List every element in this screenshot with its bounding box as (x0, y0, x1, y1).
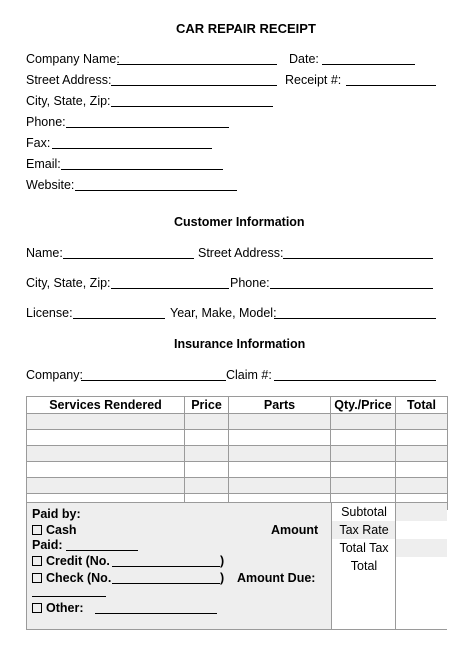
payment-summary-section (26, 502, 447, 630)
check-checkbox[interactable] (32, 573, 42, 583)
table-row (27, 430, 448, 446)
email-label: Email: (26, 157, 61, 171)
year-make-model-label: Year, Make, Model: (170, 306, 277, 320)
table-row (27, 478, 448, 494)
total-tax-value-field[interactable] (396, 539, 447, 558)
receipt-number-label: Receipt #: (285, 73, 342, 87)
table-cell[interactable] (229, 414, 331, 430)
table-cell[interactable] (396, 446, 448, 462)
table-cell[interactable] (229, 430, 331, 446)
street-address-label: Street Address: (26, 73, 112, 87)
year-make-model-field[interactable] (274, 318, 436, 319)
table-cell[interactable] (27, 414, 185, 430)
tax-rate-label: Tax Rate (332, 521, 396, 540)
claim-number-label: Claim #: (226, 368, 272, 382)
total-value-field[interactable] (396, 557, 447, 629)
table-cell[interactable] (331, 414, 396, 430)
credit-close-paren: ) (220, 554, 225, 568)
cash-option[interactable] (32, 523, 77, 537)
insurance-company-field[interactable] (81, 380, 226, 381)
customer-phone-field[interactable] (270, 288, 433, 289)
paid-field[interactable] (66, 550, 138, 551)
phone-field[interactable] (66, 127, 229, 128)
company-name-label: Company Name: (26, 52, 120, 66)
other-option[interactable] (32, 601, 84, 615)
summary-labels-column (331, 503, 396, 629)
insurance-info-heading: Insurance Information (174, 337, 306, 351)
other-label: Other: (46, 601, 84, 615)
header-price: Price (185, 397, 229, 414)
table-cell[interactable] (331, 446, 396, 462)
credit-option[interactable] (32, 554, 110, 568)
table-cell[interactable] (229, 478, 331, 494)
customer-street-label: Street Address: (198, 246, 284, 260)
table-row (27, 414, 448, 430)
customer-phone-label: Phone: (230, 276, 270, 290)
website-field[interactable] (75, 190, 237, 191)
customer-info-heading: Customer Information (174, 215, 305, 229)
table-cell[interactable] (396, 478, 448, 494)
phone-label: Phone: (26, 115, 66, 129)
amount-label: Amount (271, 523, 319, 537)
fax-label: Fax: (26, 136, 51, 150)
subtotal-label: Subtotal (332, 503, 396, 522)
credit-checkbox[interactable] (32, 556, 42, 566)
credit-label: Credit (No. (46, 554, 110, 568)
city-state-zip-field[interactable] (111, 106, 273, 107)
header-parts: Parts (229, 397, 331, 414)
payment-panel (27, 503, 331, 629)
credit-number-field[interactable] (112, 566, 220, 567)
paid-label: Paid: (32, 538, 63, 552)
table-cell[interactable] (185, 478, 229, 494)
other-checkbox[interactable] (32, 603, 42, 613)
claim-number-field[interactable] (274, 380, 436, 381)
check-label: Check (No. (46, 571, 112, 585)
header-total: Total (396, 397, 448, 414)
table-cell[interactable] (331, 430, 396, 446)
check-number-field[interactable] (112, 583, 220, 584)
customer-name-field[interactable] (63, 258, 194, 259)
table-cell[interactable] (27, 478, 185, 494)
table-cell[interactable] (185, 430, 229, 446)
other-field[interactable] (95, 613, 217, 614)
company-name-field[interactable] (117, 64, 277, 65)
table-cell[interactable] (185, 414, 229, 430)
table-cell[interactable] (396, 414, 448, 430)
tax-rate-value-field[interactable] (396, 521, 447, 540)
extra-line-field[interactable] (32, 596, 106, 597)
header-qty-price: Qty./Price (331, 397, 396, 414)
table-cell[interactable] (396, 462, 448, 478)
fax-field[interactable] (52, 148, 212, 149)
website-label: Website: (26, 178, 75, 192)
receipt-number-field[interactable] (346, 85, 436, 86)
table-header-row (27, 397, 448, 414)
paid-by-label: Paid by: (32, 507, 81, 521)
street-address-field[interactable] (111, 85, 277, 86)
table-cell[interactable] (185, 446, 229, 462)
email-field[interactable] (61, 169, 223, 170)
table-cell[interactable] (185, 462, 229, 478)
date-field[interactable] (322, 64, 415, 65)
table-cell[interactable] (229, 462, 331, 478)
check-option[interactable] (32, 571, 111, 585)
table-cell[interactable] (27, 430, 185, 446)
table-cell[interactable] (396, 430, 448, 446)
summary-values-column (395, 503, 447, 629)
city-state-zip-label: City, State, Zip: (26, 94, 111, 108)
customer-street-field[interactable] (283, 258, 433, 259)
total-label: Total (332, 557, 396, 575)
table-cell[interactable] (229, 446, 331, 462)
table-cell[interactable] (27, 446, 185, 462)
check-close-paren: ) (220, 571, 225, 585)
license-field[interactable] (73, 318, 165, 319)
table-cell[interactable] (331, 478, 396, 494)
total-tax-label: Total Tax (332, 539, 396, 558)
cash-label: Cash (46, 523, 77, 537)
table-row (27, 462, 448, 478)
amount-due-label: Amount Due: (237, 571, 316, 585)
receipt-title: CAR REPAIR RECEIPT (176, 21, 316, 36)
header-services-rendered: Services Rendered (27, 397, 185, 414)
customer-name-label: Name: (26, 246, 63, 260)
subtotal-value-field[interactable] (396, 503, 447, 522)
table-row (27, 446, 448, 462)
customer-city-field[interactable] (111, 288, 229, 289)
services-table (26, 396, 448, 510)
insurance-company-label: Company: (26, 368, 83, 382)
table-cell[interactable] (331, 462, 396, 478)
date-label: Date: (289, 52, 319, 66)
license-label: License: (26, 306, 73, 320)
table-cell[interactable] (27, 462, 185, 478)
customer-city-label: City, State, Zip: (26, 276, 111, 290)
cash-checkbox[interactable] (32, 525, 42, 535)
